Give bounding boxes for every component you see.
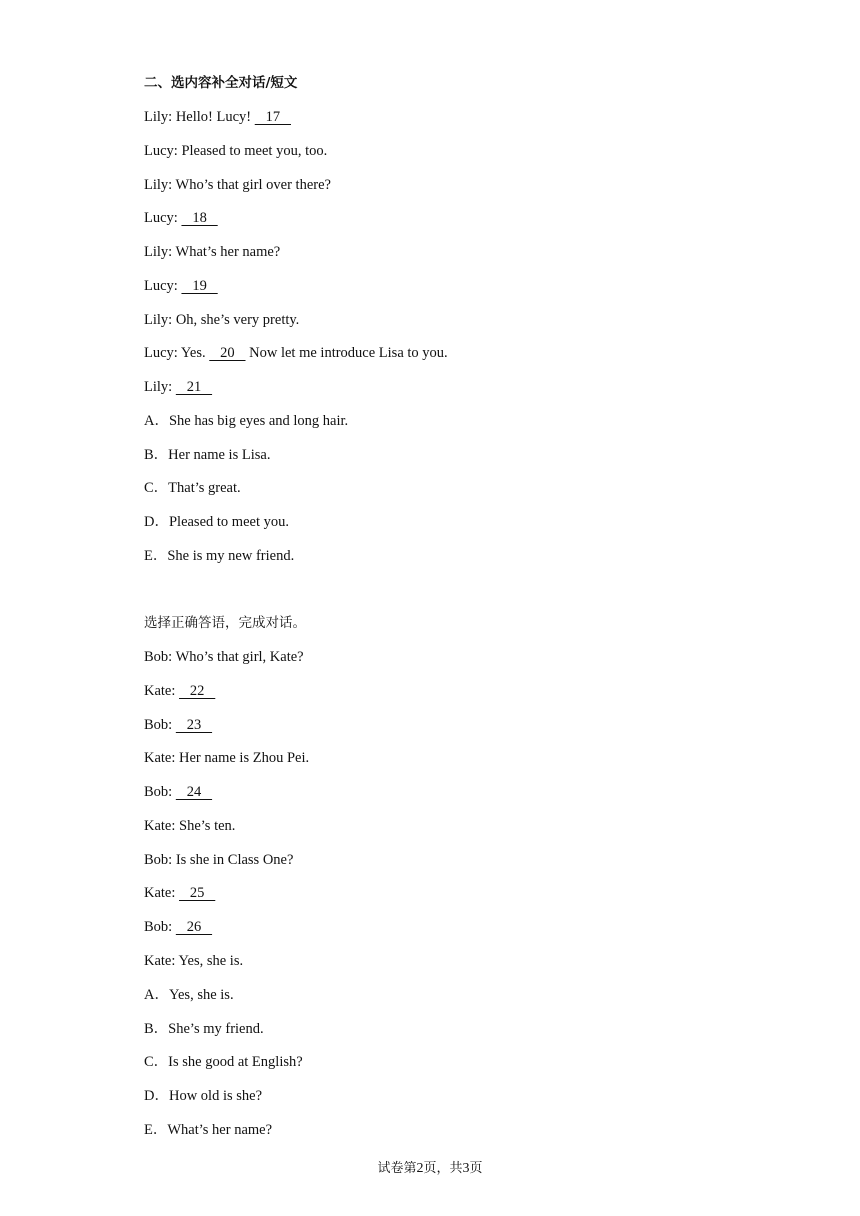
total-pages: 3 <box>462 1161 470 1176</box>
dialogue-line: Kate: Her name is Zhou Pei. <box>144 750 310 766</box>
dialogue-line: Kate: 22 <box>144 683 216 699</box>
dialogue-line: Lily: 21 <box>144 379 213 395</box>
option-a: A．She has big eyes and long hair. <box>144 413 349 429</box>
option-e: E．What’s her name? <box>144 1122 273 1138</box>
answer-blank: 24 <box>175 784 213 800</box>
option-c: C．Is she good at English? <box>144 1054 303 1070</box>
dialogue-line: Bob: Who’s that girl, Kate? <box>144 649 304 665</box>
dialogue-line: Bob: 24 <box>144 784 213 800</box>
answer-blank: 18 <box>181 210 218 226</box>
answer-blank: 25 <box>179 885 216 901</box>
dialogue-line: Kate: Yes, she is. <box>144 953 244 969</box>
dialogue-line: Lucy: Yes. 20 Now let me introduce Lisa to you. <box>144 345 448 361</box>
dialogue-line: Kate: 25 <box>144 885 216 901</box>
option-d: D．Pleased to meet you. <box>144 514 289 530</box>
dialogue-line: Lily: What’s her name? <box>144 244 281 260</box>
dialogue-line: Lily: Oh, she’s very pretty. <box>144 312 300 328</box>
dialogue-line: Bob: 23 <box>144 717 213 733</box>
option-c: C．That’s great. <box>144 480 241 496</box>
answer-blank: 17 <box>254 109 291 125</box>
option-a: A．Yes, she is. <box>144 987 234 1003</box>
answer-blank: 22 <box>179 683 216 699</box>
answer-blank: 20 <box>209 345 246 361</box>
dialogue-line: Lucy: 19 <box>144 278 218 294</box>
option-b: B．She’s my friend. <box>144 1021 264 1037</box>
dialogue-line: Lucy: 18 <box>144 210 218 226</box>
section-heading: 二、选内容补全对话/短文 <box>144 75 298 91</box>
dialogue-line: Lucy: Pleased to meet you, too. <box>144 143 328 159</box>
answer-blank: 23 <box>175 717 213 733</box>
answer-blank: 26 <box>175 919 213 935</box>
dialogue-line: Bob: 26 <box>144 919 213 935</box>
dialogue-line: Lily: Hello! Lucy! 17 <box>144 109 291 125</box>
dialogue-line: Lily: Who’s that girl over there? <box>144 177 331 193</box>
option-e: E．She is my new friend. <box>144 548 295 564</box>
instruction-text: 选择正确答语，完成对话。 <box>144 615 306 631</box>
page-footer: 试卷第2页，共3页 <box>377 1161 483 1176</box>
answer-blank: 21 <box>175 379 213 395</box>
option-b: B．Her name is Lisa. <box>144 447 271 463</box>
dialogue-line: Kate: She’s ten. <box>144 818 236 834</box>
option-d: D．How old is she? <box>144 1088 263 1104</box>
answer-blank: 19 <box>181 278 218 294</box>
page-number: 2 <box>416 1161 424 1176</box>
dialogue-line: Bob: Is she in Class One? <box>144 852 294 868</box>
